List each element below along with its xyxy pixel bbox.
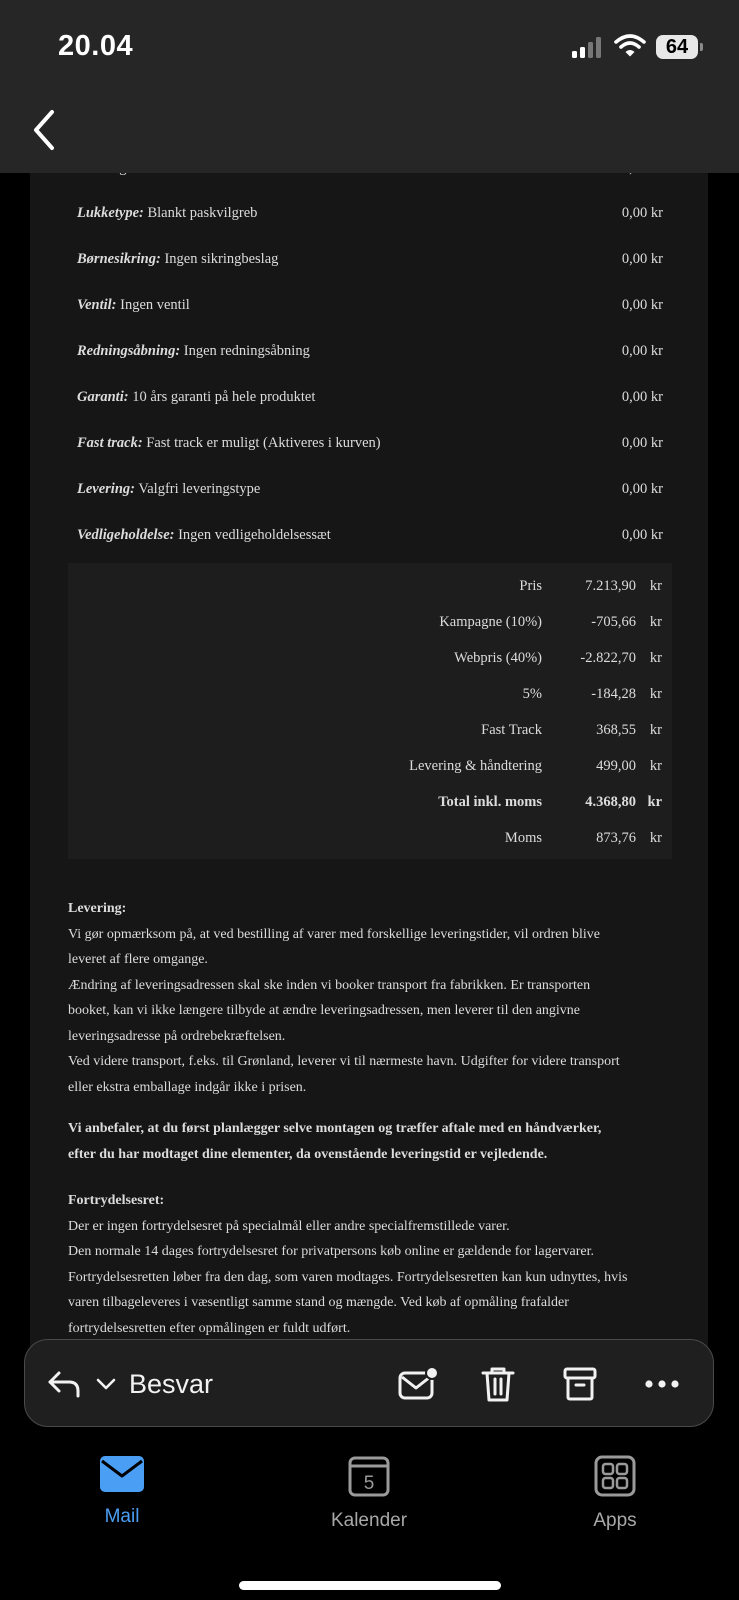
price-label: Pris bbox=[519, 578, 542, 594]
price-label: Fast Track bbox=[481, 722, 542, 738]
option-value: Fast track er muligt (Aktiveres i kurven) bbox=[146, 435, 381, 451]
option-value: Ingen redningsåbning bbox=[183, 343, 310, 359]
option-label: Ventil: bbox=[77, 297, 117, 313]
option-price: 0,00 kr bbox=[621, 205, 663, 221]
withdrawal-line: fortrydelsesretten efter opmålingen er fuldt udført. bbox=[68, 1320, 351, 1336]
price-amount: 7.213,90 bbox=[585, 578, 636, 594]
option-row bbox=[77, 205, 663, 222]
mark-unread-button[interactable] bbox=[397, 1340, 439, 1428]
delivery-line: leveret af flere omgange. bbox=[68, 952, 208, 967]
option-price: 0,00 kr bbox=[621, 297, 663, 313]
option-price: 0,00 kr bbox=[621, 251, 663, 267]
price-amount: -184,28 bbox=[591, 686, 636, 702]
calendar-icon bbox=[348, 1455, 390, 1497]
withdrawal-line: varen tilbageleveres i væsentligt samme stand og mængde. Ved køb af opmåling frafalder bbox=[68, 1295, 569, 1310]
delivery-line: Ved videre transport, f.eks. til Grønland, leverer vi til nærmeste havn. Udgifter for videre transport bbox=[68, 1054, 620, 1069]
more-dots-icon bbox=[645, 1379, 679, 1389]
tab-mail[interactable] bbox=[42, 1455, 202, 1528]
option-label: Børnesikring: bbox=[77, 251, 161, 267]
price-label: Kampagne (10%) bbox=[439, 614, 542, 630]
option-value: Ingen ventil bbox=[120, 297, 190, 313]
wifi-icon bbox=[614, 34, 646, 58]
mark-unread-mail-icon bbox=[397, 1366, 439, 1402]
price-currency: kr bbox=[649, 686, 662, 702]
price-currency: kr bbox=[649, 722, 662, 738]
email-body bbox=[30, 160, 708, 1360]
price-currency: kr bbox=[649, 830, 662, 846]
option-row bbox=[77, 343, 663, 360]
option-row bbox=[77, 251, 663, 268]
reply-label: Besvar bbox=[129, 1368, 214, 1399]
top-bar bbox=[0, 0, 739, 173]
archive-button[interactable] bbox=[562, 1340, 598, 1428]
option-row bbox=[77, 527, 663, 544]
delivery-heading: Levering: bbox=[68, 901, 127, 916]
option-label: Lukketype: bbox=[77, 205, 144, 221]
option-value: 10 års garanti på hele produktet bbox=[132, 389, 316, 405]
price-amount: -705,66 bbox=[591, 614, 636, 630]
bottom-tab-bar bbox=[0, 1427, 739, 1600]
price-amount: 873,76 bbox=[596, 830, 636, 846]
message-action-bar bbox=[24, 1339, 714, 1427]
price-currency: kr bbox=[649, 578, 662, 594]
battery-cap bbox=[700, 43, 703, 51]
withdrawal-line: Fortrydelsesretten løber fra den dag, som varen modtages. Fortrydelsesretten kan kun udnyttes, hvis bbox=[68, 1269, 628, 1285]
withdrawal-section bbox=[68, 1188, 668, 1341]
option-row bbox=[77, 297, 663, 314]
delivery-line: booket, kan vi ikke længere tilbyde at ændre leveringsadressen, men leverer til den angivne bbox=[68, 1003, 581, 1018]
option-row bbox=[77, 435, 663, 452]
option-value: Ingen sikringbeslag bbox=[164, 251, 279, 267]
price-summary bbox=[68, 563, 672, 859]
home-indicator[interactable] bbox=[239, 1581, 501, 1590]
option-value: Valgfri leveringstype bbox=[138, 481, 261, 497]
delivery-section bbox=[68, 896, 668, 1100]
option-price: 0,00 kr bbox=[621, 343, 663, 359]
price-label: 5% bbox=[522, 686, 542, 702]
delivery-line: eller ekstra emballage indgår ikke i prisen. bbox=[68, 1079, 307, 1095]
price-amount: 499,00 bbox=[596, 758, 636, 774]
price-currency: kr bbox=[649, 758, 662, 774]
cellular-signal-icon bbox=[572, 36, 604, 58]
recommendation-line: efter du har modtaget dine elementer, da ovenstående leveringstid er vejledende. bbox=[68, 1146, 548, 1162]
price-amount: 368,55 bbox=[596, 722, 636, 738]
withdrawal-line: Der er ingen fortrydelsesret på specialmål eller andre specialfremstillede varer. bbox=[68, 1218, 510, 1234]
archive-box-icon bbox=[562, 1366, 598, 1402]
withdrawal-line: Den normale 14 dages fortrydelsesret for privatpersons køb online er gældende for lagervarer. bbox=[68, 1244, 594, 1259]
tab-calendar-label: Kalender bbox=[330, 1510, 408, 1531]
tab-apps-label: Apps bbox=[593, 1510, 637, 1531]
trash-icon bbox=[480, 1365, 516, 1403]
option-label: Redningsåbning: bbox=[77, 343, 181, 359]
price-currency: kr bbox=[647, 794, 662, 810]
calendar-day-number: 5 bbox=[363, 1473, 375, 1494]
more-options-button[interactable] bbox=[645, 1340, 679, 1428]
option-row bbox=[77, 389, 663, 406]
price-currency: kr bbox=[649, 614, 662, 630]
price-label: Total inkl. moms bbox=[438, 794, 542, 810]
option-label: Vedligeholdelse: bbox=[77, 527, 175, 543]
recommendation-section bbox=[68, 1116, 668, 1167]
delete-button[interactable] bbox=[480, 1340, 516, 1428]
option-price: 0,00 kr bbox=[621, 481, 663, 497]
withdrawal-heading: Fortrydelsesret: bbox=[68, 1193, 165, 1208]
price-amount: 4.368,80 bbox=[585, 794, 636, 810]
apps-grid-icon bbox=[594, 1455, 636, 1497]
delivery-line: Vi gør opmærksom på, at ved bestilling af varer med forskellige leveringstider, vil ordren blive bbox=[68, 926, 601, 942]
option-value: Ingen vedligeholdelsessæt bbox=[178, 527, 331, 543]
battery-indicator: 64 bbox=[656, 35, 698, 59]
delivery-line: Ændring af leveringsadressen skal ske inden vi booker transport fra fabrikken. Er transporten bbox=[68, 977, 591, 993]
status-time: 20.04 bbox=[58, 30, 134, 62]
price-label: Moms bbox=[504, 830, 542, 846]
option-price: 0,00 kr bbox=[621, 389, 663, 405]
back-chevron-icon[interactable] bbox=[30, 108, 60, 152]
reply-arrow-icon bbox=[47, 1369, 81, 1399]
tab-calendar[interactable] bbox=[289, 1455, 449, 1532]
option-value: Blankt paskvilgreb bbox=[147, 205, 258, 221]
option-label: Levering: bbox=[77, 481, 135, 497]
option-label: Garanti: bbox=[77, 389, 129, 405]
option-price: 0,00 kr bbox=[621, 435, 663, 451]
chevron-down-icon bbox=[95, 1377, 117, 1391]
option-row bbox=[77, 481, 663, 498]
option-label: Fast track: bbox=[77, 435, 143, 451]
tab-mail-label: Mail bbox=[104, 1506, 140, 1527]
price-label: Webpris (40%) bbox=[454, 650, 542, 666]
option-price: 0,00 kr bbox=[621, 527, 663, 543]
reply-button[interactable] bbox=[47, 1340, 213, 1428]
price-amount: -2.822,70 bbox=[580, 650, 636, 666]
recommendation-line: Vi anbefaler, at du først planlægger selve montagen og træffer aftale med en håndværker, bbox=[68, 1121, 602, 1136]
tab-apps[interactable] bbox=[535, 1455, 695, 1532]
price-label: Levering & håndtering bbox=[409, 758, 542, 774]
price-currency: kr bbox=[649, 650, 662, 666]
mail-envelope-icon bbox=[99, 1455, 145, 1493]
delivery-line: leveringsadresse på ordrebekræftelsen. bbox=[68, 1028, 286, 1044]
